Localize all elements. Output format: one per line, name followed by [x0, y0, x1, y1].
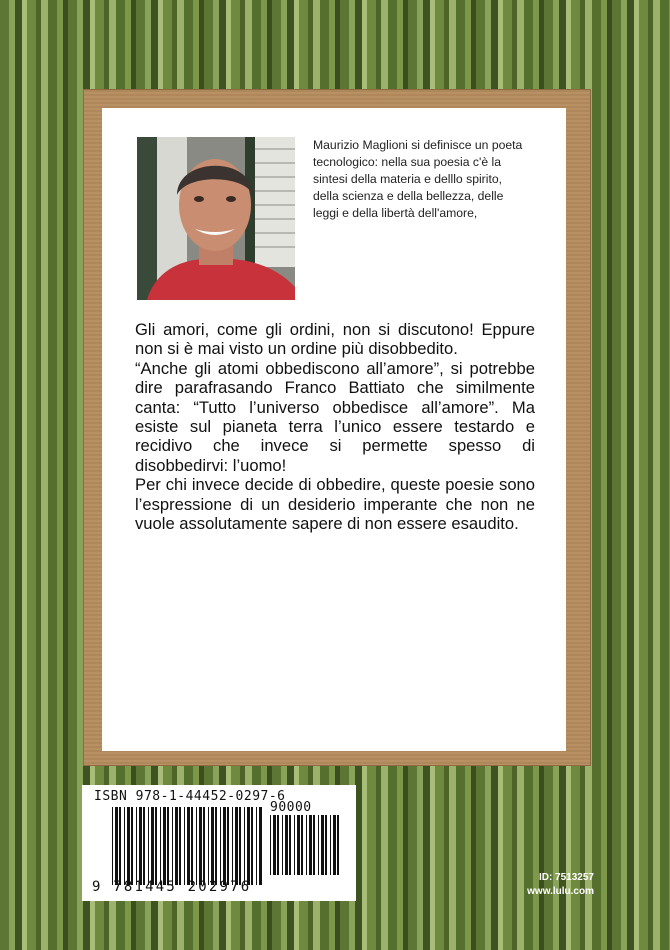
barcode-bar [337, 815, 339, 875]
barcode-bar [203, 807, 205, 885]
barcode-bar [301, 815, 303, 875]
barcode-bar [259, 807, 262, 885]
bio-line: della scienza e della bellezza, delle [313, 189, 504, 203]
barcode-bar [273, 815, 276, 875]
ean-digits: 9 781445 202976 [92, 879, 252, 895]
barcode-bar [282, 815, 283, 875]
blurb-text [135, 320, 535, 533]
barcode-bar [172, 807, 173, 885]
author-photo [137, 137, 295, 300]
barcode-bar [136, 807, 137, 885]
publisher-url: www.lulu.com [527, 886, 594, 897]
barcode-bar [251, 807, 253, 885]
isbn-barcode [82, 785, 356, 901]
barcode-bar [313, 815, 315, 875]
barcode-bar [175, 807, 178, 885]
barcode-bar [333, 815, 336, 875]
barcode-bar [187, 807, 190, 885]
barcode-bar [220, 807, 221, 885]
barcode-bar [143, 807, 145, 885]
ean-bars [112, 807, 262, 885]
barcode-bar [155, 807, 157, 885]
publisher-id: ID: 7513257 [538, 872, 594, 883]
barcode-bar [297, 815, 300, 875]
publisher-info [527, 871, 594, 899]
addon-number: 90000 [270, 800, 312, 815]
barcode-bar [232, 807, 233, 885]
author-bio [313, 137, 553, 222]
barcode-bar [256, 807, 257, 885]
barcode-bar [321, 815, 324, 875]
barcode-bar [179, 807, 181, 885]
barcode-bar [325, 815, 327, 875]
barcode-bar [124, 807, 125, 885]
barcode-bar [294, 815, 295, 875]
blurb-paragraph: Gli amori, come gli ordini, non si discutono! Eppure non si è mai visto un ordine più disobbedito. [135, 320, 535, 359]
bio-line: Maurizio Maglioni si definisce un poeta [313, 138, 523, 152]
barcode-bar [289, 815, 291, 875]
addon-bars [270, 815, 340, 875]
barcode-bar [211, 807, 214, 885]
barcode-bar [270, 815, 271, 875]
barcode-bar [148, 807, 149, 885]
barcode-bar [115, 807, 118, 885]
barcode-bar [318, 815, 319, 875]
barcode-bar [247, 807, 250, 885]
barcode-bar [306, 815, 307, 875]
barcode-bar [235, 807, 238, 885]
barcode-bar [127, 807, 130, 885]
bio-line: leggi e della libertà dell'amore, [313, 206, 478, 220]
barcode-bar [285, 815, 288, 875]
barcode-bar [227, 807, 229, 885]
barcode-bar [160, 807, 161, 885]
barcode-bar [131, 807, 133, 885]
barcode-bar [151, 807, 154, 885]
blurb-paragraph: Per chi invece decide di obbedire, queste poesie sono l’espressione di un desiderio imperante che non ne vuole assolutamente sapere di non essere esaudito. [135, 475, 535, 534]
isbn-label: ISBN 978-1-44452-0297-6 [94, 789, 286, 804]
barcode-bar [112, 807, 113, 885]
barcode-bar [208, 807, 209, 885]
barcode-bar [139, 807, 142, 885]
barcode-bar [167, 807, 169, 885]
barcode-bar [215, 807, 217, 885]
barcode-bar [119, 807, 121, 885]
bio-line: tecnologico: nella sua poesia c'è la [313, 155, 501, 169]
barcode-bar [309, 815, 312, 875]
barcode-bar [199, 807, 202, 885]
barcode-bar [277, 815, 279, 875]
barcode-bar [239, 807, 241, 885]
blurb-paragraph: “Anche gli atomi obbediscono all’amore”, si potrebbe dire parafrasando Franco Battiato che similmente canta: “Tutto l’universo obbedisce all’amore”. Ma esiste sul pianeta terra l’unico essere testardo e recidivo che invece si permette spesso di disobbedirvi: l’uomo! [135, 358, 535, 475]
barcode-bar [184, 807, 185, 885]
barcode-bar [244, 807, 245, 885]
barcode-bar [163, 807, 166, 885]
barcode-bar [191, 807, 193, 885]
bio-line: sintesi della materia e delllo spirito, [313, 172, 502, 186]
barcode-bar [196, 807, 197, 885]
barcode-bar [223, 807, 226, 885]
barcode-bar [330, 815, 331, 875]
